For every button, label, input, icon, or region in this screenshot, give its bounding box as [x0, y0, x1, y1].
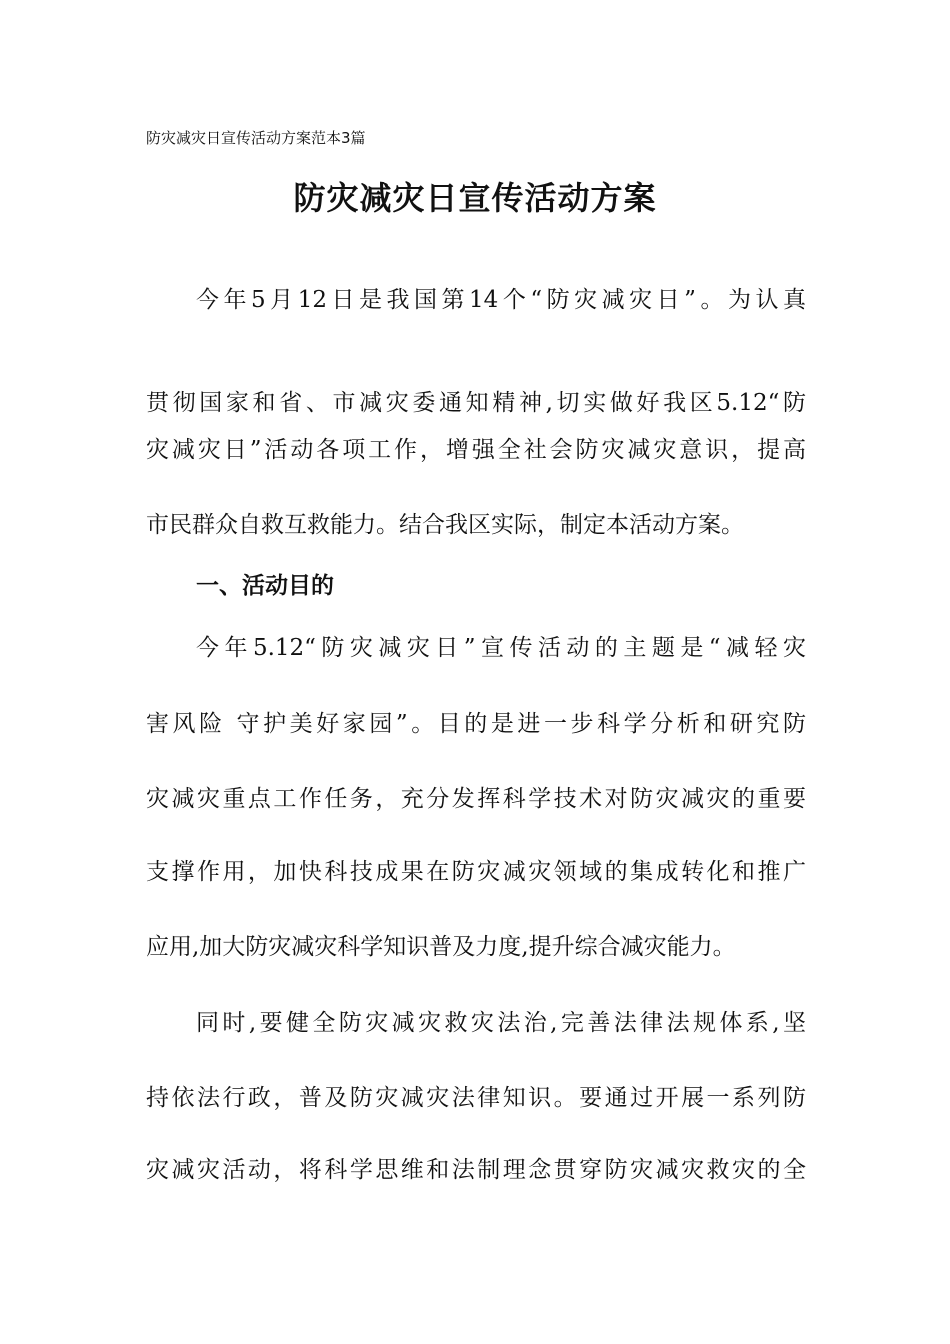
paragraph-2-line-1: 今年5.12“防灾减灾日”宣传活动的主题是“减轻灾	[196, 635, 806, 661]
paragraph-2-line-2: 害风险 守护美好家园”。目的是进一步科学分析和研究防	[146, 711, 806, 737]
paragraph-2-line-5: 应用,加大防灾减灾科学知识普及力度,提升综合减灾能力。	[146, 934, 736, 960]
paragraph-2-line-4: 支撑作用，加快科技成果在防灾减灾领域的集成转化和推广	[146, 859, 806, 885]
paragraph-1-line-2: 贯彻国家和省、市减灾委通知精神,切实做好我区5.12“防	[146, 390, 806, 416]
paragraph-1-line-3: 灾减灾日”活动各项工作，增强全社会防灾减灾意识，提高	[146, 437, 806, 463]
document-header: 防灾减灾日宣传活动方案范本3篇	[146, 129, 366, 147]
paragraph-1-line-1: 今年5月12日是我国第14个“防灾减灾日”。为认真	[196, 287, 806, 313]
paragraph-2-line-3: 灾减灾重点工作任务，充分发挥科学技术对防灾减灾的重要	[146, 786, 806, 812]
paragraph-1-line-4: 市民群众自救互救能力。结合我区实际，制定本活动方案。	[146, 512, 744, 538]
paragraph-3-line-1: 同时,要健全防灾减灾救灾法治,完善法律法规体系,坚	[196, 1010, 806, 1036]
section-heading-1: 一、活动目的	[196, 573, 334, 599]
document-title: 防灾减灾日宣传活动方案	[293, 179, 657, 217]
paragraph-3-line-2: 持依法行政，普及防灾减灾法律知识。要通过开展一系列防	[146, 1085, 806, 1111]
paragraph-3-line-3: 灾减灾活动，将科学思维和法制理念贯穿防灾减灾救灾的全	[146, 1157, 806, 1183]
